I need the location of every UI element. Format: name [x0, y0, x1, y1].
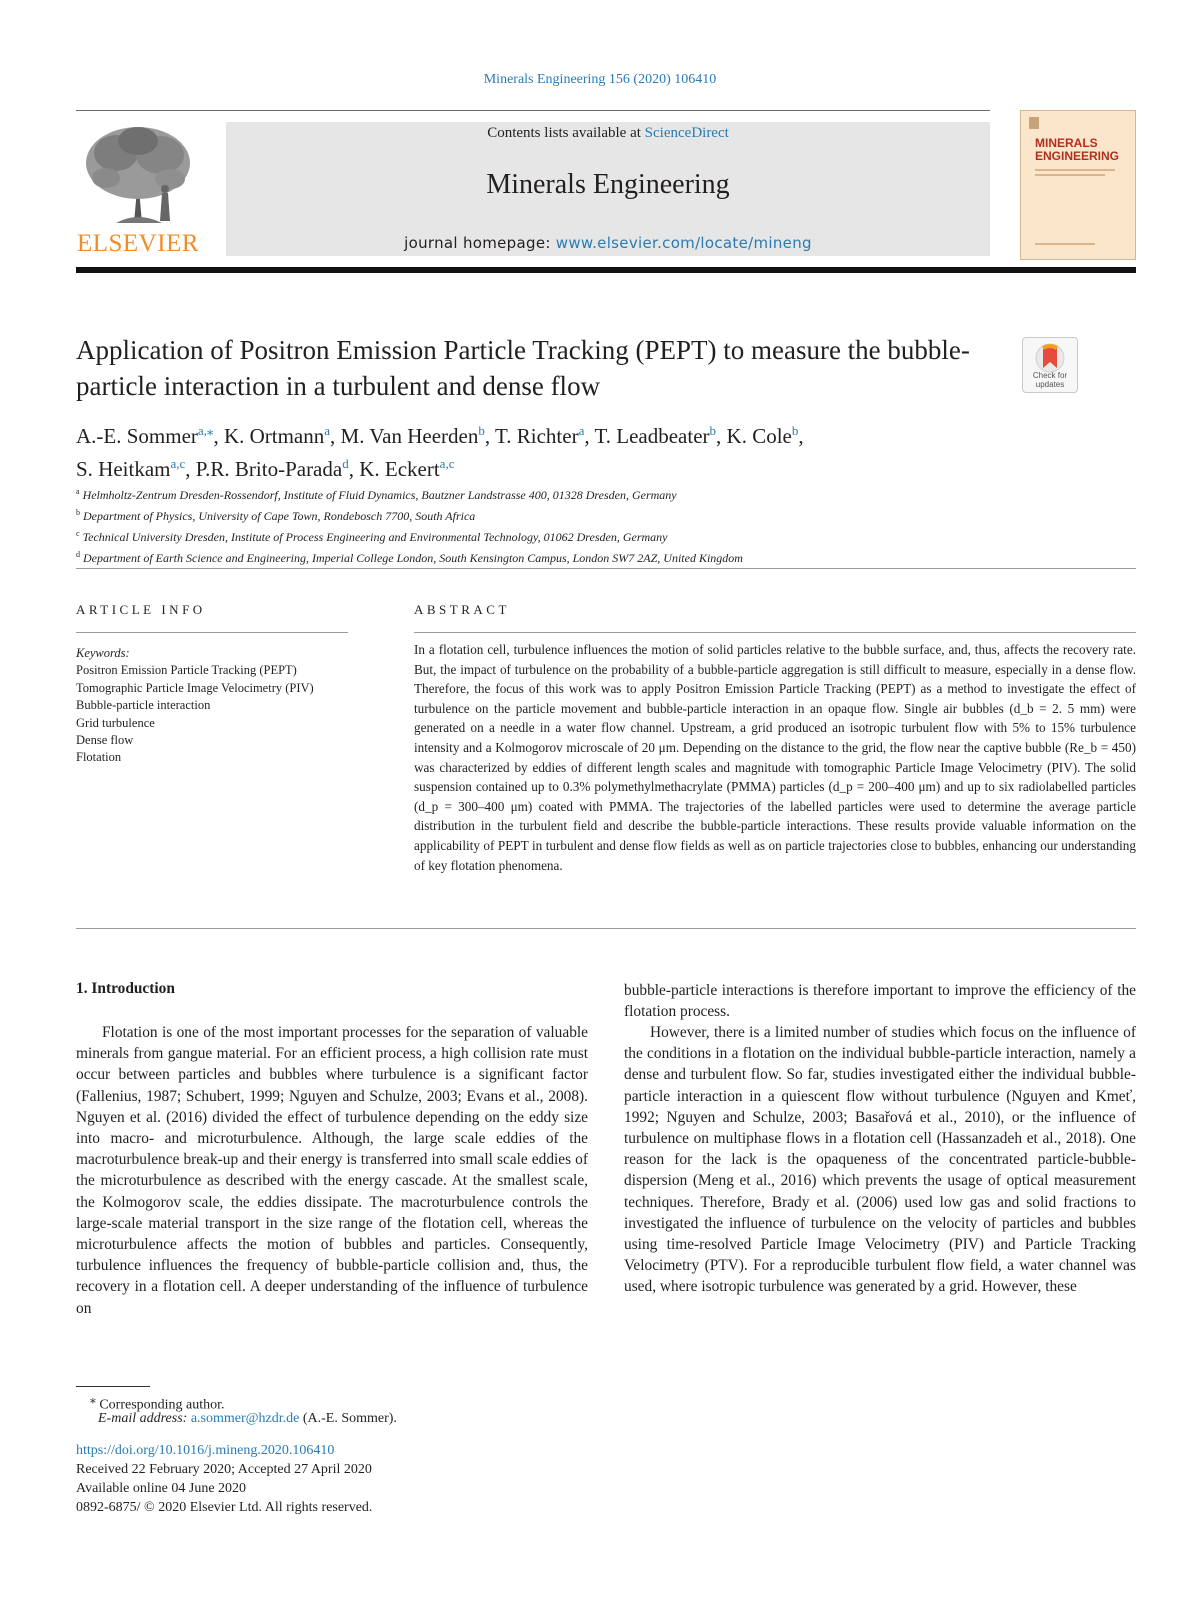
email-link[interactable]: a.sommer@hzdr.de	[190, 1411, 300, 1426]
corresponding-mark: ⁎	[90, 1393, 96, 1406]
received-dates: Received 22 February 2020; Accepted 27 April 2020	[76, 1462, 372, 1477]
author-affiliation-marker[interactable]: d	[342, 456, 349, 471]
corresponding-text: Corresponding author.	[99, 1397, 225, 1413]
author-name: P.R. Brito-Parada	[195, 457, 343, 481]
journal-cover-thumbnail[interactable]	[1020, 110, 1136, 260]
keyword-item: Positron Emission Particle Tracking (PEPT)	[76, 663, 297, 678]
author-name: K. Ortmann	[223, 424, 325, 448]
author-name: A.-E. Sommer	[76, 424, 198, 448]
keyword-item: Tomographic Particle Image Velocimetry (PIV)	[76, 680, 314, 695]
cover-rule	[1035, 174, 1105, 176]
author-name: K. Cole	[726, 424, 792, 448]
keyword-item: Flotation	[76, 750, 122, 765]
author-name: T. Richter	[495, 424, 579, 448]
intro-right-paragraph-1: bubble-particle interactions is therefore important to improve the efficiency of the flotation process.	[624, 982, 1136, 1021]
affiliation-item	[76, 525, 1136, 546]
affiliation-list	[76, 483, 1136, 567]
affiliation-text: Department of Earth Science and Engineering, Imperial College London, South Kensington Campus, London SW7 2AZ, United Kingdom	[83, 551, 743, 565]
affiliation-text: Helmholtz-Zentrum Dresden-Rossendorf, Institute of Fluid Dynamics, Bautzner Landstrasse 400, 01328 Dresden, Germany	[82, 488, 677, 502]
journal-citation[interactable]: Minerals Engineering 156 (2020) 106410	[483, 72, 717, 87]
sciencedirect-link[interactable]: ScienceDirect	[644, 125, 729, 141]
header-bottom-rule	[76, 267, 1136, 273]
affiliation-rule	[76, 568, 1136, 569]
abstract-heading: ABSTRACT	[414, 602, 510, 617]
cover-title-line1: MINERALS	[1035, 136, 1098, 150]
author-affiliation-marker[interactable]: a,c	[170, 456, 186, 471]
email-suffix: (A.-E. Sommer).	[299, 1411, 397, 1426]
affiliation-text: Department of Physics, University of Cape Town, Rondebosch 7700, South Africa	[83, 509, 476, 523]
author-affiliation-marker[interactable]: a,⁎	[197, 423, 214, 438]
affiliation-item	[76, 546, 1136, 567]
email-note	[98, 1409, 397, 1429]
elsevier-logo	[76, 123, 200, 258]
author-name: S. Heitkam	[76, 457, 171, 481]
header-top-rule	[76, 110, 990, 111]
affiliation-key: b	[76, 508, 80, 517]
author-name: T. Leadbeater	[594, 424, 710, 448]
author-affiliation-marker[interactable]: b	[791, 423, 799, 438]
affiliation-item	[76, 504, 1136, 525]
contents-prefix: Contents lists available at	[487, 125, 645, 141]
doi-link[interactable]: https://doi.org/10.1016/j.mineng.2020.106410	[76, 1443, 335, 1458]
affiliation-text: Technical University Dresden, Institute of Process Engineering and Environmental Technology, 01062 Dresden, Germany	[82, 530, 668, 544]
intro-left-paragraph: Flotation is one of the most important processes for the separation of valuable minerals from gangue material. For an efficient process, a high collision rate must occur between particles and bubbles where turbulence is a significant factor (Fallenius, 1987; Schubert, 1999; Nguyen and Schulze, 2003; Evans et al., 2008). Nguyen et al. (2016) divided the effect of turbulence depending on the eddy size into macro- and microturbulence. Although, the large scale eddies of the macroturbulence break-up and their energy is transferred into small scale eddies of the microturbulence as described with the energy cascade. At the smallest scale, the Kolmogorov scale, the eddies dissipate. The macroturbulence controls the large-scale material transport in the size range of the flotation cell, whereas the microturbulence affects the motion of bubbles and particles. Consequently, turbulence influences the frequency of bubble-particle collision and, thus, the recovery in a flotation cell. A deeper understanding of the influence of turbulence on	[76, 1024, 588, 1317]
author-affiliation-marker[interactable]: b	[478, 423, 485, 438]
homepage-prefix: journal homepage:	[404, 234, 556, 252]
article-title: Application of Positron Emission Particle Tracking (PEPT) to measure the bubble-particle interaction in a turbulent and dense flow	[76, 335, 970, 401]
journal-name: Minerals Engineering	[486, 169, 730, 200]
copyright-line: 0892-6875/ © 2020 Elsevier Ltd. All rights reserved.	[76, 1500, 373, 1515]
keyword-item: Grid turbulence	[76, 715, 155, 730]
check-for-updates-label: Check for updates	[1032, 371, 1068, 389]
article-info-heading: ARTICLE INFO	[76, 602, 206, 617]
author-affiliation-marker[interactable]: b	[709, 423, 717, 438]
homepage-line	[226, 234, 990, 252]
affiliation-key: a	[76, 487, 80, 496]
abstract-rule	[414, 632, 1136, 633]
keywords-block	[76, 645, 346, 767]
check-for-updates-badge[interactable]	[1022, 337, 1078, 393]
elsevier-wordmark: ELSEVIER	[76, 230, 200, 257]
author-name: K. Eckert	[359, 457, 440, 481]
cover-rule	[1035, 169, 1115, 171]
homepage-link[interactable]: www.elsevier.com/locate/mineng	[555, 234, 812, 252]
journal-header-band	[226, 122, 990, 256]
author-list: A.-E. Sommer$^{a,⁎}$, K. Ortmann$^a$, M. Van Heerden$^b$, T. Richter$^a$, T. Leadbeater$^b$, K. Cole$^b$, S. Heitkam$^{a,c}$, P.R. Brito-Parada$^d$, K. Eckert$^{a,c}$	[76, 423, 804, 481]
cover-rule	[1035, 243, 1095, 245]
available-online-date: Available online 04 June 2020	[76, 1481, 247, 1496]
author-affiliation-marker[interactable]: a	[324, 423, 331, 438]
cover-title-line2: ENGINEERING	[1035, 149, 1120, 163]
cover-title	[1035, 137, 1119, 163]
elsevier-tree-icon	[76, 123, 200, 228]
keyword-item: Bubble-particle interaction	[76, 698, 211, 713]
author-affiliation-marker[interactable]: a,c	[439, 456, 455, 471]
keyword-item: Dense flow	[76, 733, 134, 748]
footnote-rule	[76, 1386, 150, 1387]
abstract-bottom-rule	[76, 928, 1136, 929]
article-info-rule	[76, 632, 348, 633]
section-heading-introduction: 1. Introduction	[76, 980, 175, 997]
intro-right-paragraph-2: However, there is a limited number of studies which focus on the influence of the conditions in a flotation on the individual bubble-particle interaction, namely a dense and turbulent flow. So far, studies investigated either the individual bubble-particle interaction in a quiescent flow without turbulence (Nguyen and Kmeť, 1992; Nguyen and Schulze, 2003; Basařová et al., 2010), or the influence of turbulence on multiphase flows in a flotation cell (Hassanzadeh et al., 2018). One reason for the lack is the opaqueness of the concentrated particle-bubble-dispersion (Meng et al., 2016) which prevents the usage of optical measurement techniques. Therefore, Brady et al. (2006) used low gas and solid fractions to investigated the influence of turbulence on the velocity of particles and bubbles using time-resolved Particle Image Velocimetry (PIV) and Particle Tracking Velocimetry (PTV). For a reproducible turbulent flow field, a water channel was used, where isotropic turbulence was generated by a grid. However, these	[624, 1024, 1136, 1296]
affiliation-key: c	[76, 529, 80, 538]
keywords-label: Keywords:	[76, 646, 130, 660]
affiliation-item	[76, 483, 1136, 504]
abstract-text: In a flotation cell, turbulence influences the motion of solid particles relative to the bubble surface, and, thus, affects the recovery rate. But, the impact of turbulence on the probability of a bubble-particle aggregation is still difficult to measure, especially in a dense flow. Therefore, the focus of this work was to apply Positron Emission Particle Tracking (PEPT) as a method to investigate the effect of turbulence on the particle movement and bubble-particle interaction in an opaque flow. Single air bubbles (d_b = 2. 5 mm) were generated on a needle in a water flow channel. Upstream, a grid produced an isotropic turbulent flow with 5% to 15% turbulence intensity and a Kolmogorov microscale of 20 μm. Depending on the distance to the grid, the flow near the captive bubble (Re_b = 450) was characterized by eddies of different length scales and magnitude with tomographic Particle Image Velocimetry (PIV). The solid suspension contained up to 0.3% polymethylmethacrylate (PMMA) particles (d_p = 200–400 μm) and up to six radiolabelled particles (d_p = 300–400 μm) coated with PMMA. The trajectories of the labelled particles were used to determine the average particle distribution in the turbulent field and describe the bubble-particle interactions. These results provide valuable information on the applicability of PEPT in turbulent and dense flow fields as well as on particle trajectories close to bubbles, enhancing our understanding of key flotation phenomena.	[414, 642, 1136, 873]
cover-logo-icon	[1029, 117, 1039, 129]
email-label: E-mail address:	[98, 1411, 191, 1426]
author-affiliation-marker[interactable]: a	[578, 423, 585, 438]
affiliation-key: d	[76, 550, 80, 559]
contents-line	[226, 125, 990, 142]
author-name: M. Van Heerden	[340, 424, 479, 448]
